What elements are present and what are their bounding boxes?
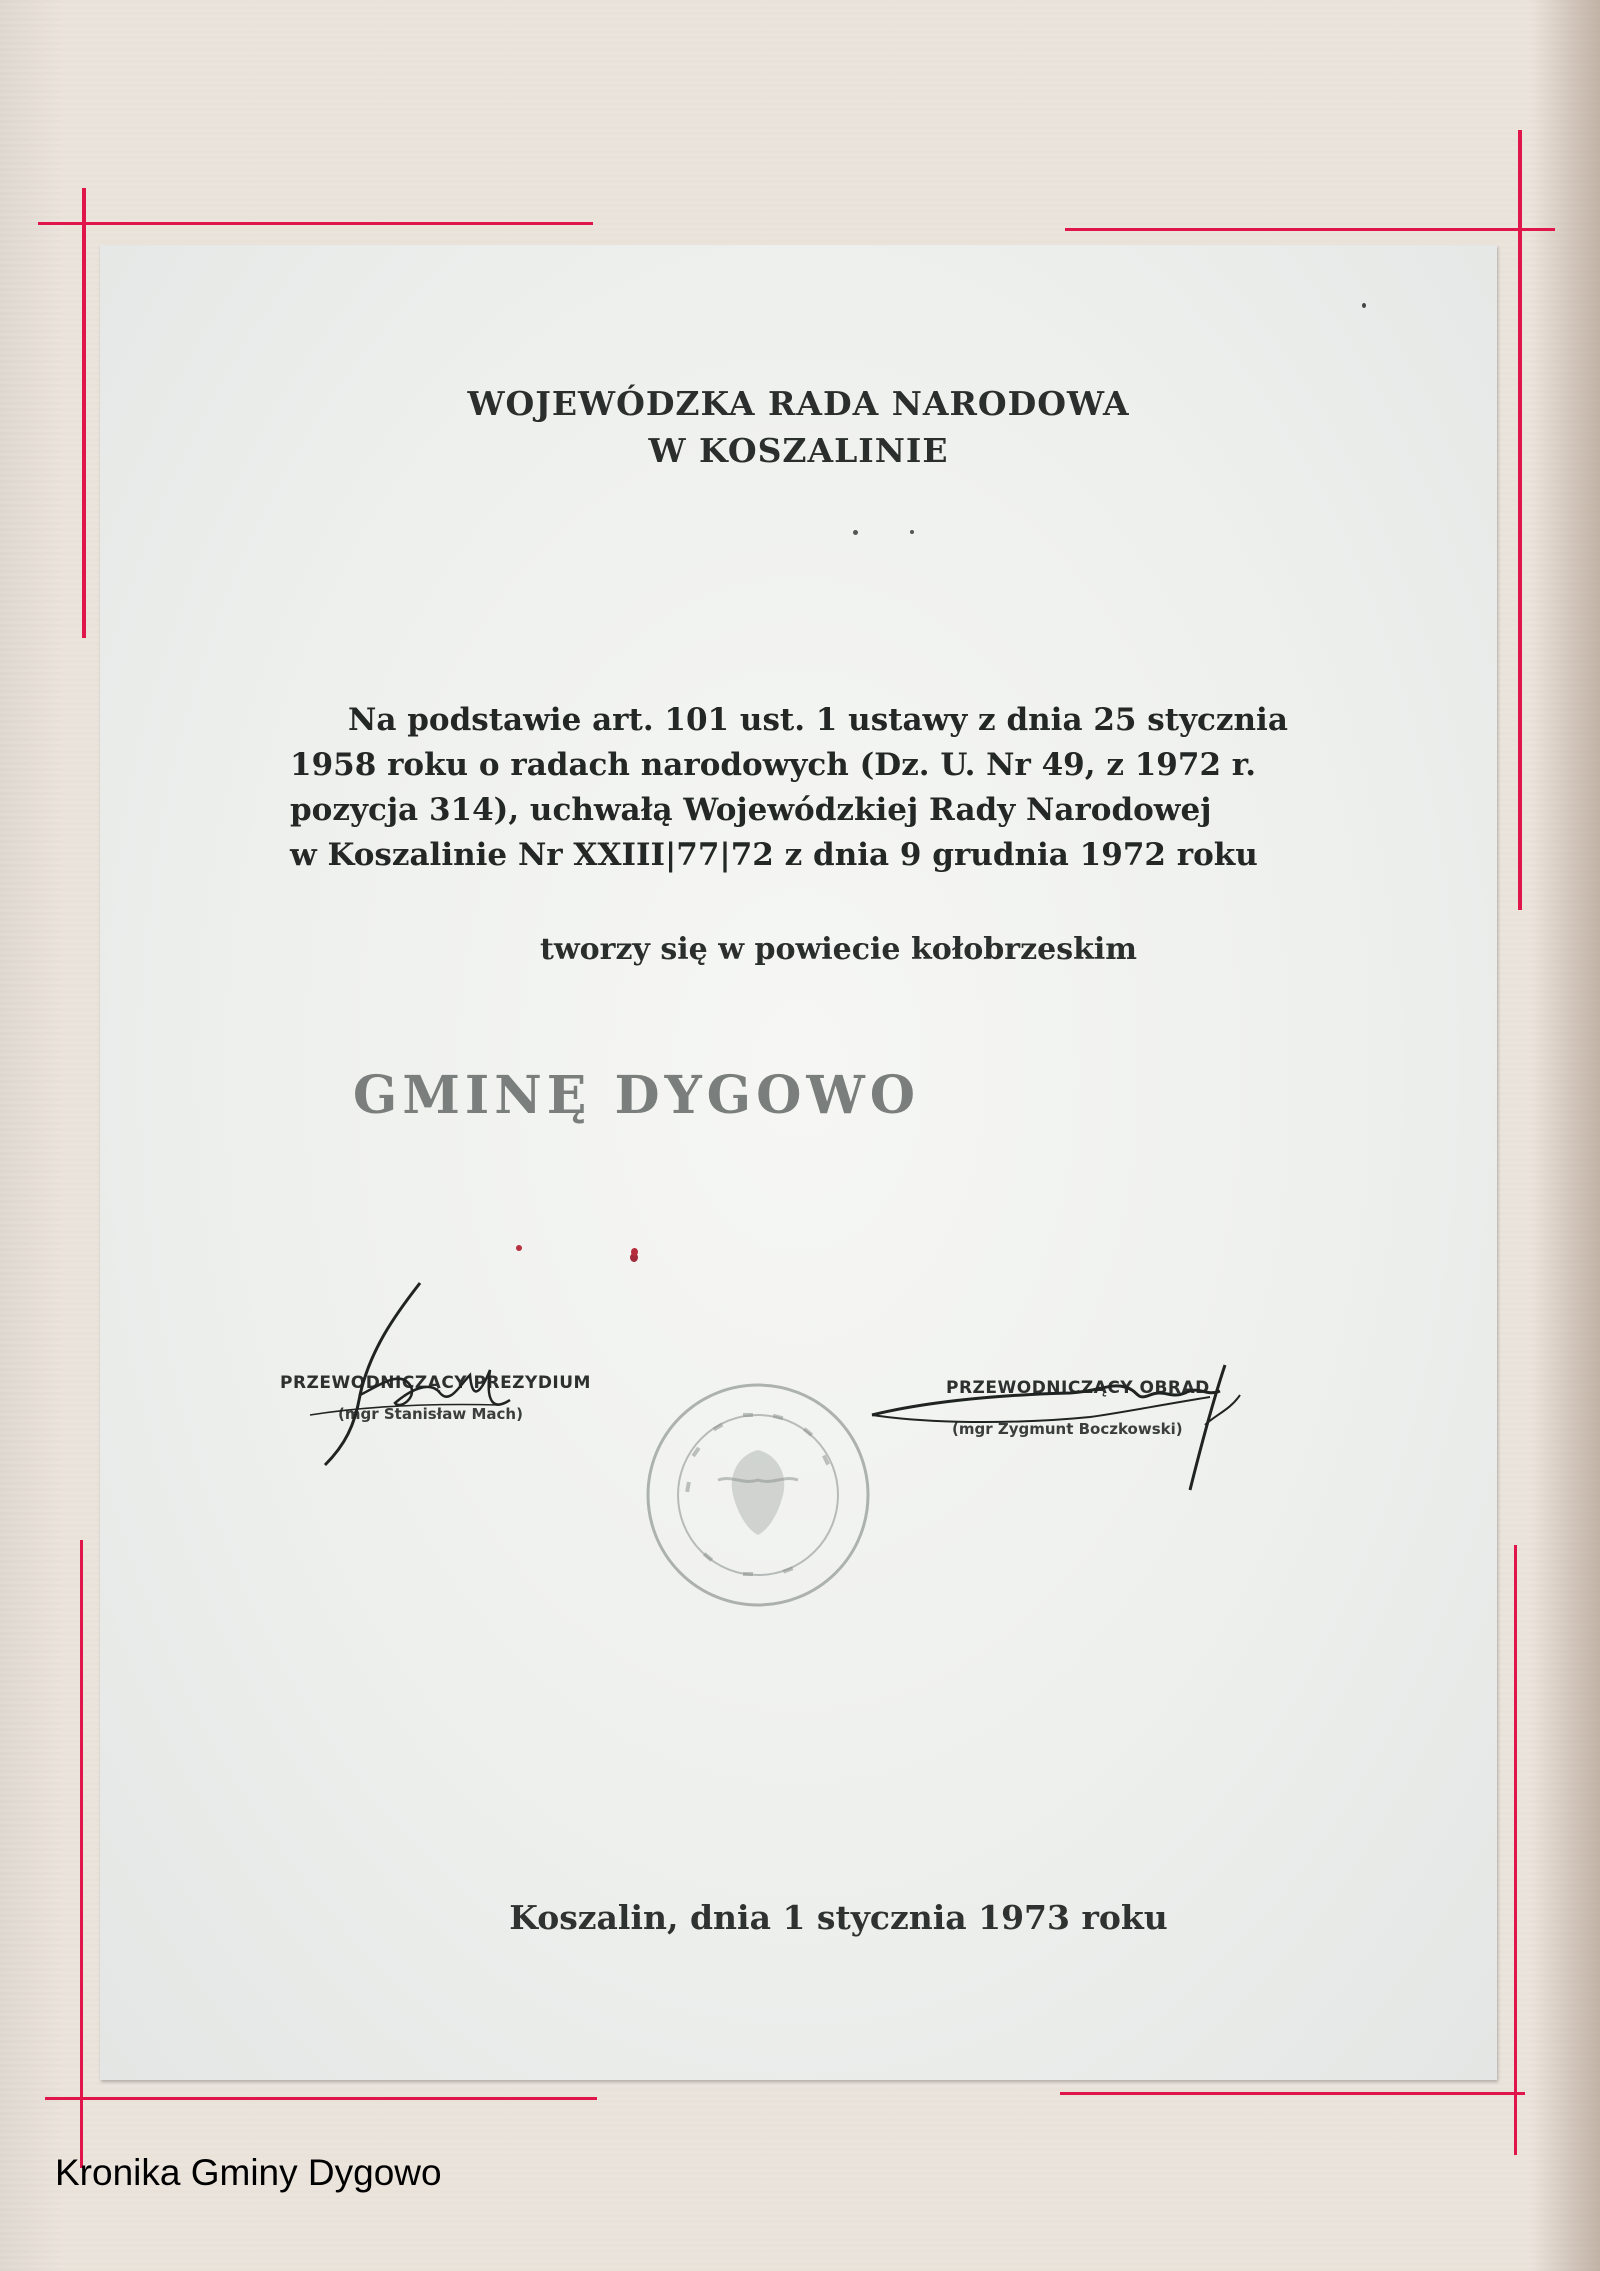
ink-speck	[910, 530, 914, 534]
document-sheet	[100, 245, 1497, 2080]
document-heading	[100, 380, 1497, 474]
signature-right-title: PRZEWODNICZĄCY OBRAD	[946, 1378, 1210, 1398]
margin-line-bottom-right	[1060, 2092, 1525, 2095]
margin-line-top-left	[38, 222, 593, 225]
ink-speck	[516, 1245, 522, 1251]
body-line-3: pozycja 314), uchwałą Wojewódzkiej Rady Narodowej	[290, 792, 1212, 828]
signature-left-title: PRZEWODNICZĄCY PREZYDIUM	[280, 1373, 591, 1393]
margin-line-top-right	[1065, 228, 1555, 231]
page-edge-shadow	[1530, 0, 1600, 2271]
chronicle-caption: Kronika Gminy Dygowo	[55, 2152, 442, 2193]
margin-line-bottom-left	[45, 2097, 597, 2100]
legal-basis-paragraph	[290, 698, 1330, 878]
place-and-date: Koszalin, dnia 1 stycznia 1973 roku	[509, 1898, 1168, 1937]
signature-right-handwriting	[860, 1355, 1330, 1500]
ink-speck	[853, 530, 858, 535]
round-official-seal-icon	[643, 1380, 873, 1610]
margin-line-right	[1518, 130, 1522, 910]
heading-line-1: WOJEWÓDZKA RADA NARODOWA	[467, 384, 1130, 423]
margin-line-left-lower	[80, 1540, 83, 2168]
signature-left-name: (mgr Stanisław Mach)	[338, 1405, 523, 1423]
ink-speck	[631, 1248, 638, 1256]
margin-line-left-upper	[82, 188, 86, 638]
body-line-4: w Koszalinie Nr XXIII|77|72 z dnia 9 grudnia 1972 roku	[290, 837, 1258, 873]
heading-line-2: W KOSZALINIE	[648, 431, 949, 470]
body-line-2: 1958 roku o radach narodowych (Dz. U. Nr 49, z 1972 r.	[290, 747, 1257, 783]
signature-left-handwriting	[300, 1275, 520, 1470]
ink-speck	[1362, 303, 1366, 308]
signature-right-name: (mgr Zygmunt Boczkowski)	[952, 1420, 1183, 1438]
body-line-1: Na podstawie art. 101 ust. 1 ustawy z dnia 25 stycznia	[348, 702, 1288, 738]
margin-line-right-lower	[1514, 1545, 1517, 2155]
creation-statement: tworzy się w powiecie kołobrzeskim	[539, 932, 1138, 967]
gmina-title: GMINĘ DYGOWO	[352, 1065, 921, 1126]
